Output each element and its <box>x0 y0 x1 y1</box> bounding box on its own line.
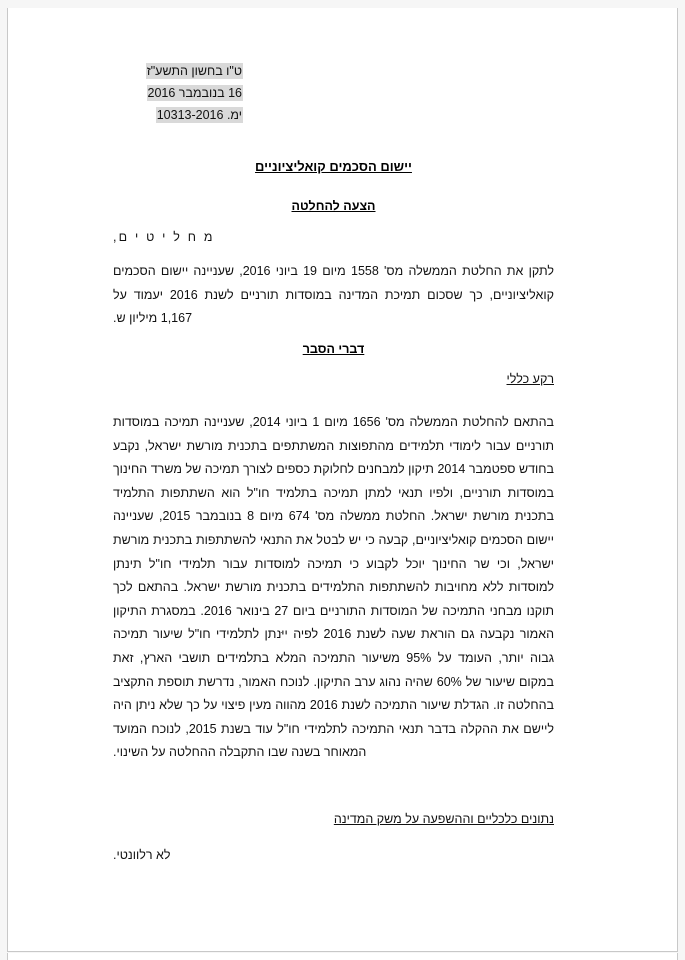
section-heading-background-text: רקע כללי <box>506 372 554 386</box>
header-meta-text-hebrew-date: ט"ו בחשון התשע"ז <box>146 64 242 78</box>
document-subtitle <box>113 199 554 213</box>
header-meta-block <box>113 60 243 126</box>
section-heading-background <box>113 372 554 386</box>
next-page-top <box>7 953 678 960</box>
header-meta-text-gregorian-date: 16 בנובמבר 2016 <box>147 86 242 100</box>
background-paragraph: בהתאם להחלטת הממשלה מס' 1656 מיום 1 ביוני 2014, שעניינה תמיכה במוסדות תורניים עבור לימודי תלמידים מהתפוצות המשתתפים בתכנית מורשת ישראל, נקבע בחודש ספטמבר 2014 תיקון למבחנים לחלוקת כספים לצורך תמיכה של משרד החינוך במוסדות תורניים, ולפיו תנאי למתן תמיכה בתלמיד חו"ל הוא השתתפות התלמיד בתכנית מורשת ישראל. החלטת ממשלה מס' 674 מיום 8 בנובמבר 2015, שעניינה יישום הסכמים קואליציוניים, קבעה כי יש לבטל את התנאי להשתתפות בתכנית מורשת ישראל, וכי שר החינוך יוכל לקבוע כי תמיכה למוסדות עבור תלמידי חו"ל תינתן למוסדות ללא מחויבות להשתתפות התלמידים בתכנית מורשת ישראל. בהתאם לכך תוקנו מבחני התמיכה של המוסדות התורניים ביום 27 בינואר 2016. במסגרת התיקון האמור נקבעה גם הוראת שעה לשנת 2016 לפיה ייּנתן לתלמידי חו"ל שיעור תמיכה גבוה יותר, העומד על 95% משיעור התמיכה המלא בתלמידים תושבי הארץ, זאת במקום שיעור של 60% שהיה נהוג ערב התיקון. לנוכח האמור, נדרשת תוספת התקציב בהחלטה זו. הגדלת שיעור התמיכה לשנת 2016 מהווה מעין פיצוי על כך שלא ניתן היה ליישם את ההקלה בדבר תנאי התמיכה לתלמידי חו"ל עוד בשנת 2015, לנוכח המועד המאוחר בשנה שבו התקבלה ההחלטה על השינוי. <box>113 415 554 760</box>
decision-paragraph: לתקן את החלטת הממשלה מס' 1558 מיום 19 ביוני 2016, שעניינה יישום הסכמים קואליציוניים, כך שסכום תמיכת המדינה במוסדות תורניים לשנת 2016 יעמוד על 1,167 מיליון ש. <box>113 264 554 326</box>
section-heading-economic-data <box>113 812 554 826</box>
header-meta-line-reference-number <box>113 104 243 126</box>
page-title-text: יישום הסכמים קואליציוניים <box>255 159 412 174</box>
header-meta-text-reference-number: ימ. 10313-2016 <box>156 108 242 122</box>
economic-data-text: לא רלוונטי. <box>113 848 171 862</box>
section-heading-economic-data-text: נתונים כלכליים וההשפעה על משק המדינה <box>333 812 554 826</box>
page-break-line <box>7 951 678 952</box>
header-meta-line-hebrew-date <box>113 60 243 82</box>
section-heading-explanation-text: דברי הסבר <box>302 342 365 356</box>
document-subtitle-text: הצעה להחלטה <box>291 199 376 213</box>
document-page <box>7 8 678 952</box>
header-meta-line-gregorian-date <box>113 82 243 104</box>
decision-keyword: מ ח ל י ט י ם, <box>113 230 215 244</box>
section-heading-explanation <box>113 342 554 356</box>
page-title <box>113 159 554 174</box>
